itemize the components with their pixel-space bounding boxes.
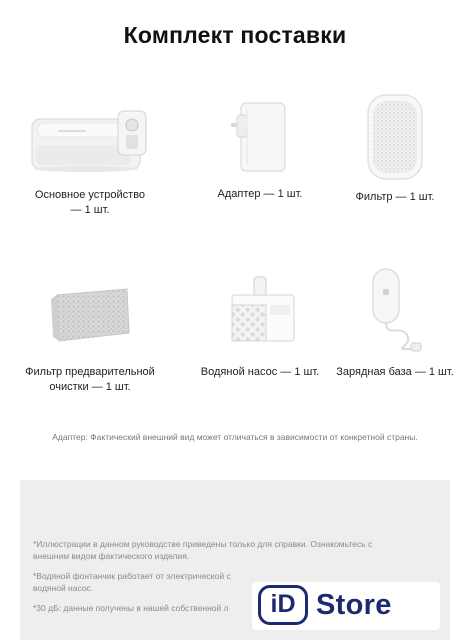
adapter-note: Адаптер: Фактический внешний вид может отличаться в зависимости от конкретной страны. (52, 432, 418, 442)
item-label: Основное устройство (34, 189, 146, 201)
item-quantity: — 1 шт. (70, 204, 110, 216)
item-quantity: очистки — 1 шт. (49, 381, 131, 393)
item-label: Водяной насос — 1 шт. (200, 366, 320, 378)
page-title: Комплект поставки (123, 22, 347, 48)
filter-icon (365, 92, 425, 182)
logo-id-mark: iD (258, 585, 308, 625)
item-label: Фильтр предварительной (25, 366, 155, 378)
footnote-illustrations-cont: внешним видом фактического изделия. (33, 551, 190, 561)
footnote-power: *Водяной фонтанчик работает от электрической с (33, 571, 231, 581)
item-label: Адаптер — 1 шт. (217, 188, 303, 200)
item-filter (320, 88, 470, 208)
istore-logo (252, 582, 440, 630)
footnote-illustrations: *Иллюстрации в данном руководстве приведены только для справки. Ознакомьтесь с (33, 539, 373, 549)
footnote-power-cont: водяной насос. (33, 583, 94, 593)
logo-store-text: Store (316, 589, 392, 621)
charging-base-icon (365, 265, 425, 353)
pre-filter-sponge-icon (47, 285, 133, 345)
item-water-pump (185, 275, 335, 385)
fountain-main-unit-icon (28, 101, 152, 173)
footnote-noise: *30 дБ: данные получены в нашей собственной л (33, 603, 229, 613)
item-label: Зарядная база — 1 шт. (336, 366, 454, 378)
power-adapter-icon (225, 99, 295, 175)
item-adapter (185, 95, 335, 205)
item-main-unit (15, 95, 165, 220)
item-charging-base (320, 265, 470, 385)
item-label: Фильтр — 1 шт. (355, 191, 435, 203)
water-pump-icon (218, 275, 302, 347)
item-pre-filter (15, 285, 165, 395)
